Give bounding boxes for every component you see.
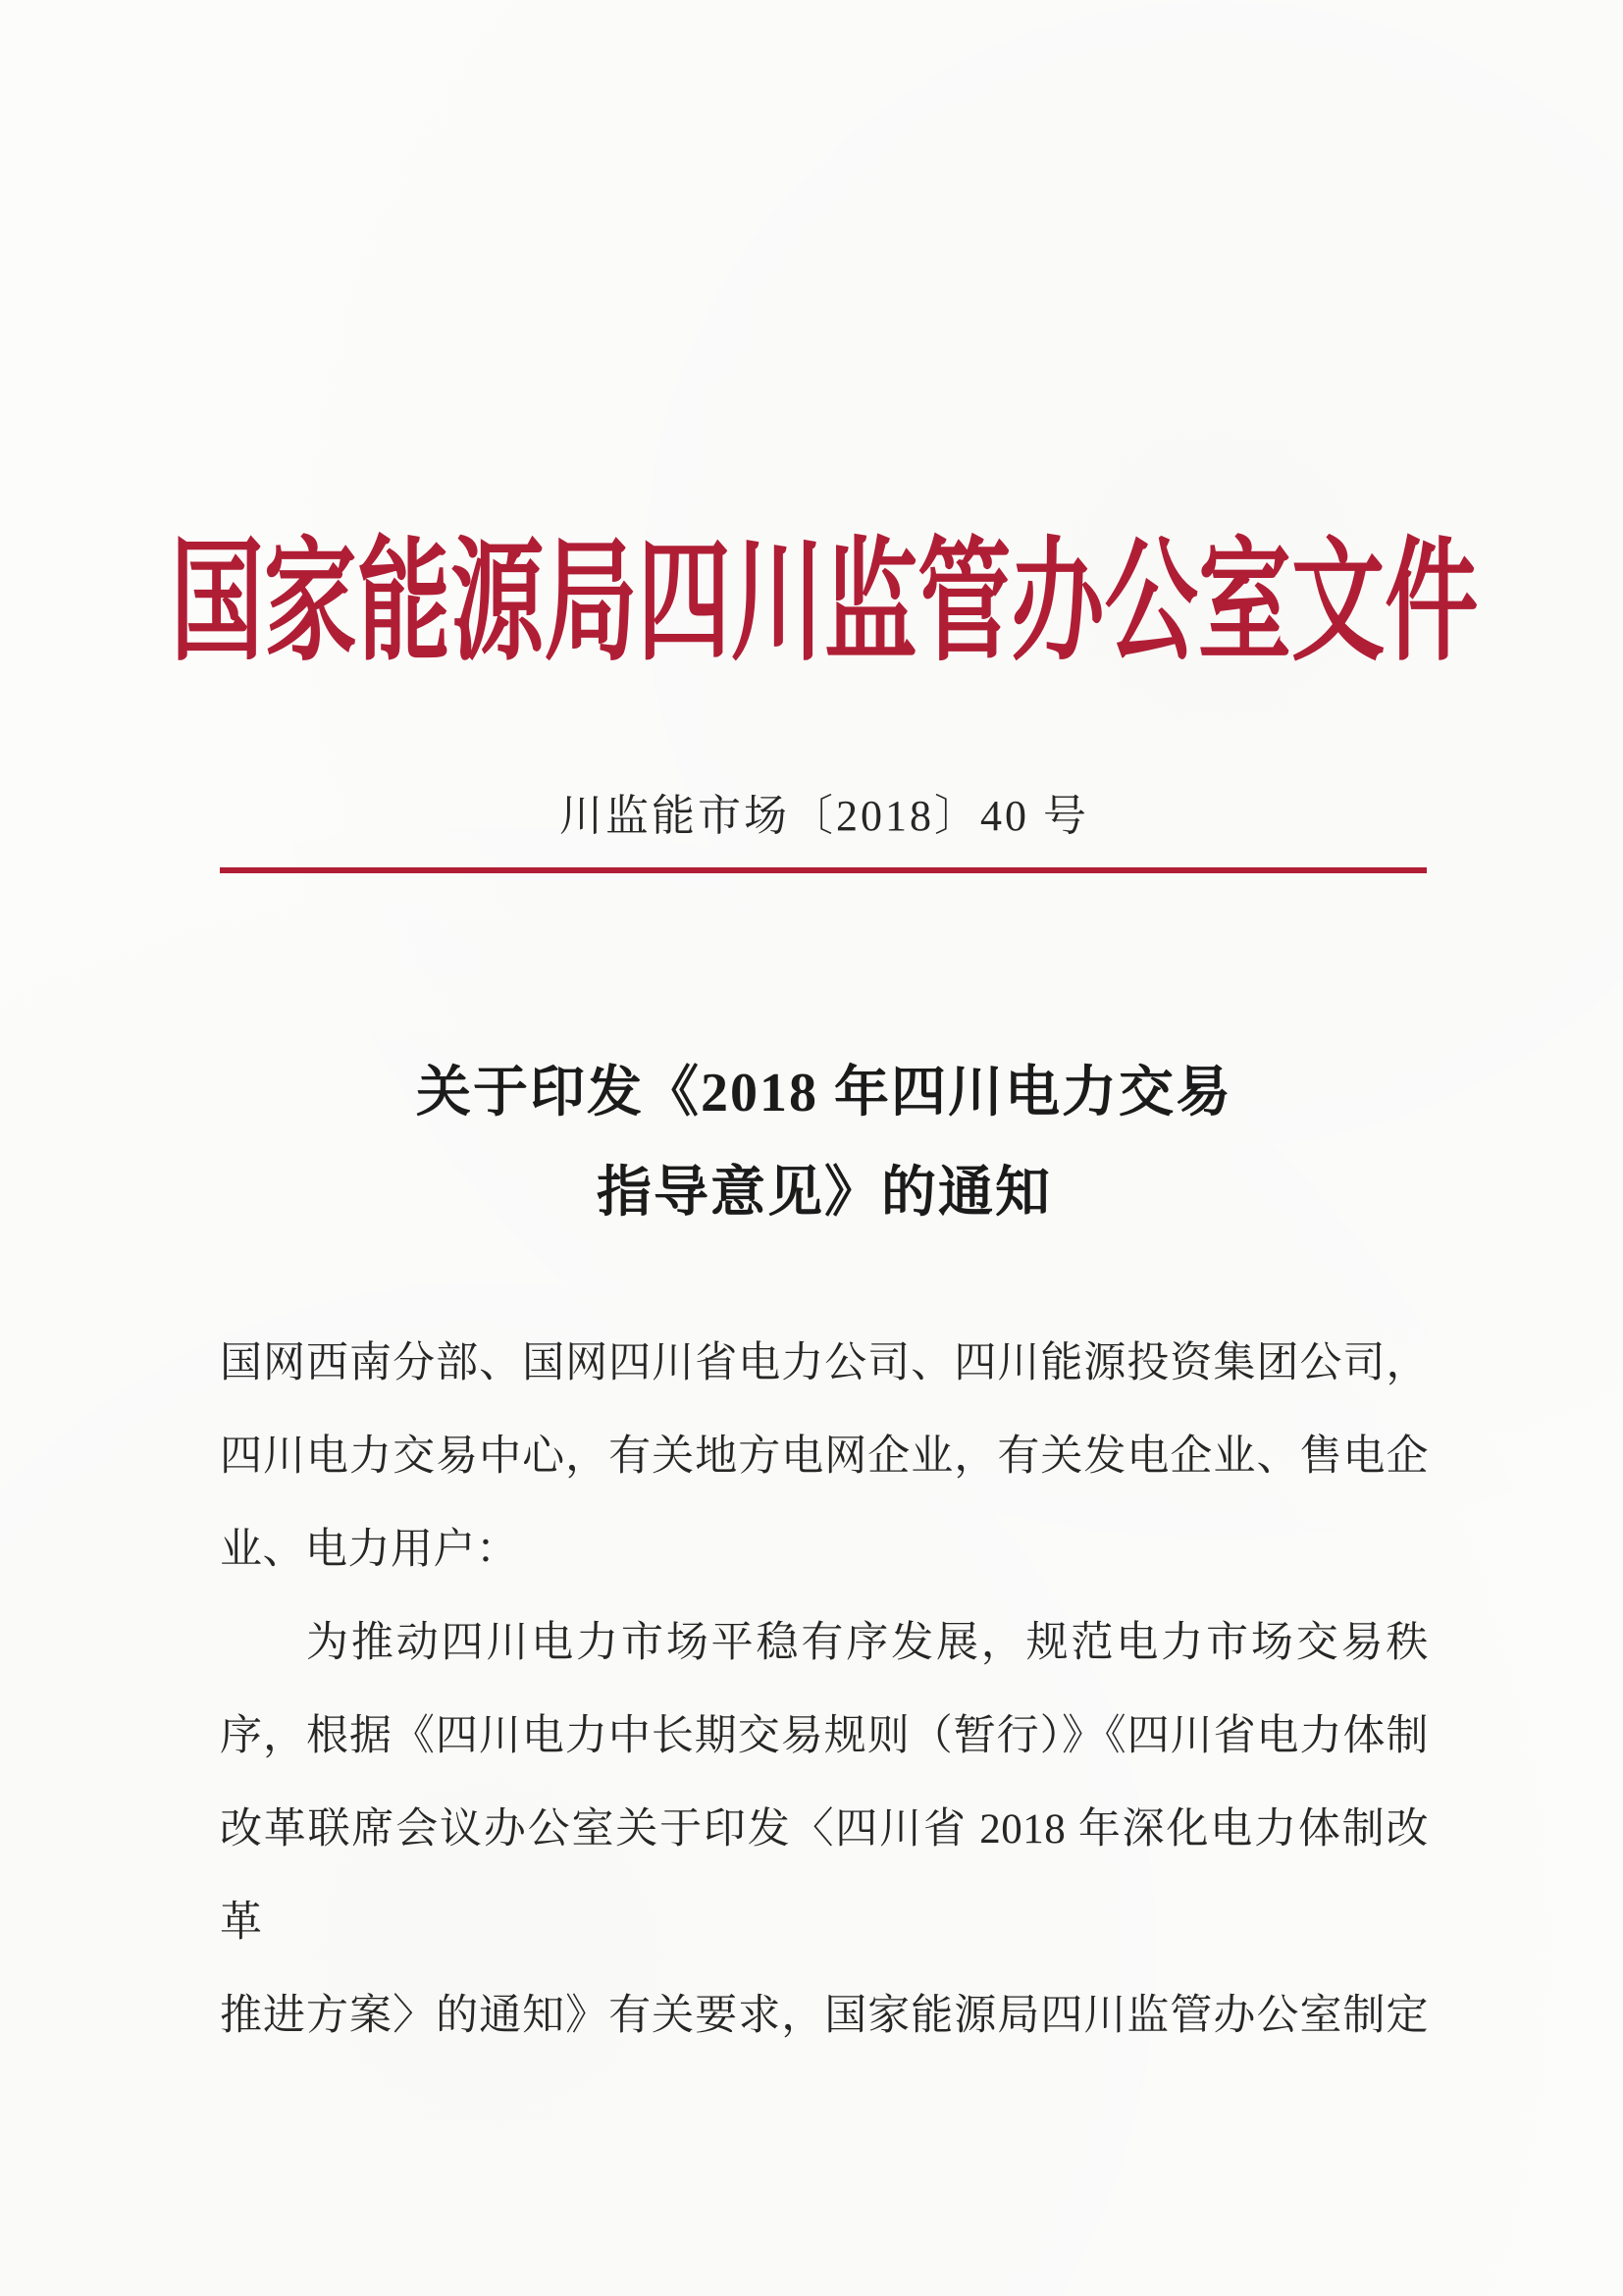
body-text	[220, 1317, 1429, 2062]
red-divider-rule	[220, 867, 1427, 873]
body-line: 业、电力用户：	[220, 1527, 519, 1573]
body-line: 序，根据《四川电力中长期交易规则（暂行）》《四川省电力体制	[220, 1713, 1429, 1759]
doc-number: 川监能市场〔2018〕40 号	[559, 792, 1089, 840]
body-line: 四川电力交易中心，有关地方电网企业，有关发电企业、售电企	[220, 1434, 1429, 1480]
document-title-line2: 指导意见》的通知	[597, 1163, 1052, 1224]
agency-title: 国家能源局四川监管办公室文件	[170, 530, 1479, 677]
body-line: 国网西南分部、国网四川省电力公司、四川能源投资集团公司，	[220, 1340, 1429, 1386]
document-title	[220, 1043, 1429, 1243]
body-line: 为推动四川电力市场平稳有序发展，规范电力市场交易秩	[306, 1620, 1429, 1666]
body-line: 改革联席会议办公室关于印发〈四川省 2018 年深化电力体制改革	[220, 1806, 1429, 1946]
document-content	[170, 0, 1479, 2296]
agency-banner	[170, 530, 1479, 677]
body-line: 推进方案〉的通知》有关要求，国家能源局四川监管办公室制定	[220, 1993, 1429, 2039]
document-title-line1: 关于印发《2018 年四川电力交易	[416, 1063, 1232, 1123]
